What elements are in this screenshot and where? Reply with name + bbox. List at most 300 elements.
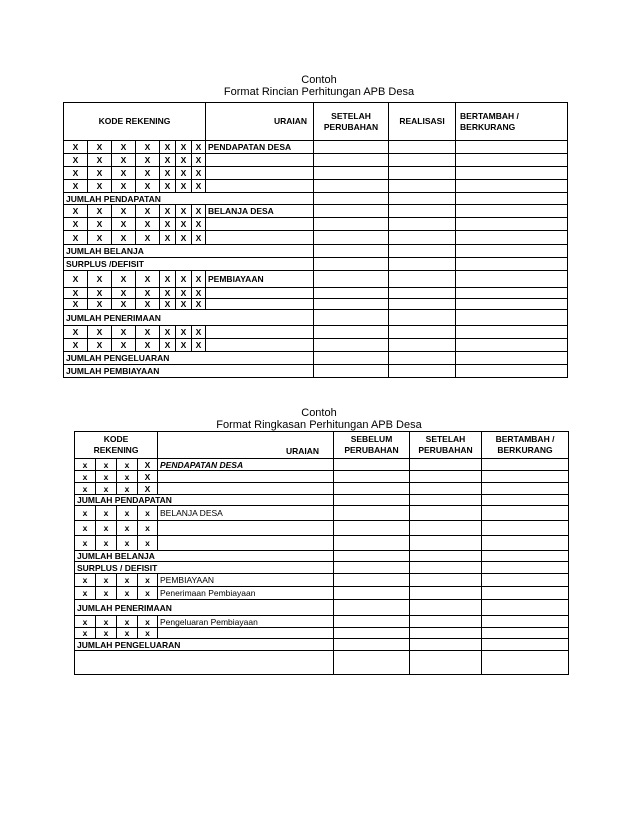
uraian-cell (75, 651, 334, 675)
table-row (64, 231, 568, 245)
value-cell (389, 365, 456, 378)
code-cell: x (96, 471, 117, 483)
code-cell: X (136, 180, 160, 193)
uraian-belanja-desa: BELANJA DESA (206, 205, 314, 218)
table-row (75, 506, 569, 521)
value-cell (334, 562, 410, 574)
value-cell (314, 245, 389, 258)
value-cell (456, 365, 568, 378)
code-cell: x (75, 616, 96, 628)
code-cell: x (75, 506, 96, 521)
code-cell: x (96, 506, 117, 521)
value-cell (482, 536, 569, 551)
jumlah-belanja-label: JUMLAH BELANJA (64, 245, 314, 258)
table-row (64, 352, 568, 365)
jumlah-penerimaan-label: JUMLAH PENERIMAAN (64, 310, 314, 326)
code-cell: X (192, 141, 206, 154)
value-cell (389, 167, 456, 180)
value-cell (334, 628, 410, 639)
value-cell (456, 193, 568, 205)
code-cell: x (117, 574, 138, 587)
uraian-cell (206, 299, 314, 310)
table-row (64, 288, 568, 299)
value-cell (410, 616, 482, 628)
code-cell: x (96, 536, 117, 551)
code-cell: X (64, 218, 88, 231)
value-cell (482, 459, 569, 471)
code-cell: X (176, 154, 192, 167)
code-cell: X (160, 231, 176, 245)
header-sebelum-line1: SEBELUM (350, 434, 393, 444)
code-cell: X (138, 471, 158, 483)
value-cell (334, 521, 410, 536)
value-cell (410, 483, 482, 495)
code-cell: X (160, 154, 176, 167)
code-cell: x (96, 587, 117, 600)
value-cell (314, 231, 389, 245)
value-cell (334, 459, 410, 471)
value-cell (314, 258, 389, 271)
value-cell (410, 562, 482, 574)
ringkasan-table (74, 431, 569, 675)
uraian-cell (158, 471, 334, 483)
code-cell: X (160, 299, 176, 310)
value-cell (314, 310, 389, 326)
uraian-pengeluaran-pembiayaan: Pengeluaran Pembiayaan (158, 616, 334, 628)
code-cell: X (136, 205, 160, 218)
value-cell (334, 639, 410, 651)
code-cell: X (136, 288, 160, 299)
code-cell: X (88, 339, 112, 352)
uraian-cell (206, 288, 314, 299)
value-cell (482, 521, 569, 536)
value-cell (482, 471, 569, 483)
value-cell (314, 193, 389, 205)
table-row (64, 365, 568, 378)
table-row (75, 471, 569, 483)
value-cell (389, 271, 456, 288)
code-cell: x (75, 574, 96, 587)
code-cell: X (88, 154, 112, 167)
code-cell: x (75, 536, 96, 551)
table-header-row (64, 103, 568, 141)
jumlah-belanja-label: JUMLAH BELANJA (75, 551, 334, 562)
code-cell: X (176, 299, 192, 310)
code-cell: X (192, 154, 206, 167)
table-row (64, 326, 568, 339)
code-cell: X (88, 299, 112, 310)
value-cell (482, 562, 569, 574)
doc1-caption-line2: Format Rincian Perhitungan APB Desa (223, 86, 415, 98)
value-cell (410, 628, 482, 639)
value-cell (314, 339, 389, 352)
code-cell: X (192, 299, 206, 310)
code-cell: X (160, 167, 176, 180)
value-cell (482, 506, 569, 521)
header-bertambah-berkurang (482, 432, 569, 459)
code-cell: X (136, 299, 160, 310)
table-row (75, 521, 569, 536)
code-cell: x (138, 628, 158, 639)
code-cell: X (112, 271, 136, 288)
value-cell (410, 495, 482, 506)
uraian-cell (158, 521, 334, 536)
code-cell: x (138, 574, 158, 587)
code-cell: x (96, 521, 117, 536)
value-cell (314, 180, 389, 193)
code-cell: x (75, 628, 96, 639)
code-cell: x (117, 616, 138, 628)
header-setelah-line1: SETELAH (425, 434, 466, 444)
value-cell (456, 167, 568, 180)
value-cell (334, 495, 410, 506)
value-cell (482, 639, 569, 651)
code-cell: X (160, 218, 176, 231)
code-cell: X (160, 180, 176, 193)
code-cell: X (176, 231, 192, 245)
value-cell (456, 258, 568, 271)
table-row (64, 245, 568, 258)
table-row (64, 167, 568, 180)
code-cell: X (64, 326, 88, 339)
code-cell: x (138, 616, 158, 628)
code-cell: X (136, 339, 160, 352)
code-cell: X (112, 231, 136, 245)
value-cell (389, 193, 456, 205)
uraian-cell (206, 167, 314, 180)
table-header-row (75, 432, 569, 459)
table-row (75, 459, 569, 471)
value-cell (456, 180, 568, 193)
value-cell (482, 574, 569, 587)
value-cell (334, 587, 410, 600)
jumlah-pendapatan-label: JUMLAH PENDAPATAN (75, 495, 334, 506)
jumlah-pengeluaran-label: JUMLAH PENGELUARAN (64, 352, 314, 365)
code-cell: X (176, 205, 192, 218)
value-cell (482, 651, 569, 675)
table-row (75, 495, 569, 506)
code-cell: x (117, 521, 138, 536)
code-cell: X (64, 141, 88, 154)
code-cell: X (64, 154, 88, 167)
code-cell: x (75, 471, 96, 483)
value-cell (456, 141, 568, 154)
code-cell: X (176, 141, 192, 154)
value-cell (389, 288, 456, 299)
code-cell: X (64, 231, 88, 245)
header-kode-line1: KODE (103, 434, 129, 444)
value-cell (410, 459, 482, 471)
table-row (64, 258, 568, 271)
header-sebelum-perubahan (334, 432, 410, 459)
value-cell (314, 154, 389, 167)
table-row (64, 141, 568, 154)
header-uraian: URAIAN (206, 103, 314, 141)
surplus-defisit-label: SURPLUS /DEFISIT (64, 258, 314, 271)
table-row (64, 180, 568, 193)
code-cell: X (192, 205, 206, 218)
uraian-pembiayaan: PEMBIAYAAN (158, 574, 334, 587)
code-cell: X (176, 218, 192, 231)
value-cell (456, 310, 568, 326)
value-cell (334, 574, 410, 587)
code-cell: X (64, 205, 88, 218)
code-cell: X (136, 231, 160, 245)
code-cell: x (96, 459, 117, 471)
code-cell: X (192, 326, 206, 339)
value-cell (334, 551, 410, 562)
header-setelah-line2: PERUBAHAN (418, 445, 473, 455)
code-cell: X (136, 154, 160, 167)
uraian-pendapatan-desa: PENDAPATAN DESA (158, 459, 334, 471)
code-cell: X (176, 180, 192, 193)
code-cell: X (136, 326, 160, 339)
code-cell: X (88, 326, 112, 339)
value-cell (456, 154, 568, 167)
code-cell: x (117, 536, 138, 551)
value-cell (410, 536, 482, 551)
uraian-belanja-desa: BELANJA DESA (158, 506, 334, 521)
table-row (64, 299, 568, 310)
table-row (75, 651, 569, 675)
value-cell (314, 271, 389, 288)
jumlah-penerimaan-label: JUMLAH PENERIMAAN (75, 600, 334, 616)
uraian-cell (206, 326, 314, 339)
code-cell: X (138, 459, 158, 471)
value-cell (482, 495, 569, 506)
value-cell (334, 483, 410, 495)
doc2-caption-line1: Contoh (301, 407, 337, 419)
header-setelah-perubahan (410, 432, 482, 459)
code-cell: X (112, 218, 136, 231)
code-cell: x (117, 506, 138, 521)
uraian-cell (158, 536, 334, 551)
code-cell: X (112, 167, 136, 180)
value-cell (456, 205, 568, 218)
jumlah-pengeluaran-label: JUMLAH PENGELUARAN (75, 639, 334, 651)
code-cell: X (112, 326, 136, 339)
table-row (75, 536, 569, 551)
value-cell (456, 326, 568, 339)
code-cell: x (117, 628, 138, 639)
value-cell (334, 506, 410, 521)
header-kode-rekening (75, 432, 158, 459)
code-cell: X (176, 271, 192, 288)
code-cell: x (138, 587, 158, 600)
code-cell: X (192, 339, 206, 352)
doc2-caption-line2: Format Ringkasan Perhitungan APB Desa (216, 419, 422, 431)
code-cell: x (117, 587, 138, 600)
jumlah-pendapatan-label: JUMLAH PENDAPATAN (64, 193, 314, 205)
value-cell (389, 154, 456, 167)
code-cell: X (64, 180, 88, 193)
table-row (75, 551, 569, 562)
code-cell: x (96, 628, 117, 639)
code-cell: X (136, 218, 160, 231)
jumlah-pembiayaan-label: JUMLAH PEMBIAYAAN (64, 365, 314, 378)
code-cell: X (64, 167, 88, 180)
value-cell (389, 339, 456, 352)
table-row (64, 271, 568, 288)
code-cell: X (112, 339, 136, 352)
header-kode-line2: REKENING (93, 445, 139, 455)
value-cell (482, 628, 569, 639)
code-cell: X (136, 271, 160, 288)
value-cell (456, 299, 568, 310)
code-cell: X (192, 231, 206, 245)
code-cell: X (160, 205, 176, 218)
uraian-pembiayaan: PEMBIAYAAN (206, 271, 314, 288)
value-cell (410, 639, 482, 651)
header-setelah-perubahan: SETELAH PERUBAHAN (314, 103, 389, 141)
code-cell: X (88, 218, 112, 231)
value-cell (456, 339, 568, 352)
value-cell (314, 326, 389, 339)
value-cell (410, 471, 482, 483)
code-cell: X (192, 167, 206, 180)
value-cell (389, 326, 456, 339)
code-cell: X (64, 339, 88, 352)
code-cell: x (117, 483, 138, 495)
value-cell (410, 521, 482, 536)
value-cell (456, 218, 568, 231)
value-cell (389, 205, 456, 218)
value-cell (410, 506, 482, 521)
header-realisasi: REALISASI (389, 103, 456, 141)
doc1-caption-line1: Contoh (301, 74, 337, 86)
code-cell: X (112, 288, 136, 299)
code-cell: X (160, 339, 176, 352)
value-cell (456, 245, 568, 258)
code-cell: X (160, 288, 176, 299)
code-cell: X (192, 218, 206, 231)
table-row (75, 628, 569, 639)
code-cell: x (75, 521, 96, 536)
code-cell: X (112, 299, 136, 310)
value-cell (389, 352, 456, 365)
code-cell: x (75, 483, 96, 495)
value-cell (456, 271, 568, 288)
code-cell: X (176, 339, 192, 352)
value-cell (410, 651, 482, 675)
table-row (64, 339, 568, 352)
table-row (75, 616, 569, 628)
uraian-cell (158, 483, 334, 495)
value-cell (482, 600, 569, 616)
surplus-defisit-label: SURPLUS / DEFISIT (75, 562, 334, 574)
code-cell: x (96, 616, 117, 628)
code-cell: x (75, 459, 96, 471)
table-row (75, 562, 569, 574)
code-cell: X (88, 141, 112, 154)
table-row (64, 205, 568, 218)
value-cell (389, 258, 456, 271)
table-row (75, 639, 569, 651)
code-cell: X (112, 205, 136, 218)
table-row (64, 218, 568, 231)
code-cell: x (117, 459, 138, 471)
code-cell: x (96, 574, 117, 587)
value-cell (410, 574, 482, 587)
table-row (64, 154, 568, 167)
code-cell: x (138, 536, 158, 551)
header-bertambah-line2: BERKURANG (497, 445, 553, 455)
value-cell (314, 205, 389, 218)
code-cell: x (96, 483, 117, 495)
code-cell: X (176, 167, 192, 180)
code-cell: X (88, 271, 112, 288)
code-cell: X (88, 288, 112, 299)
value-cell (456, 352, 568, 365)
code-cell: X (88, 180, 112, 193)
table-row (75, 587, 569, 600)
uraian-pendapatan-desa: PENDAPATAN DESA (206, 141, 314, 154)
table-row (64, 193, 568, 205)
header-bertambah-line1: BERTAMBAH / (495, 434, 555, 444)
value-cell (389, 218, 456, 231)
value-cell (334, 651, 410, 675)
uraian-cell (206, 231, 314, 245)
code-cell: X (136, 167, 160, 180)
header-bertambah-berkurang: BERTAMBAH / BERKURANG (456, 103, 568, 141)
code-cell: x (138, 506, 158, 521)
code-cell: X (136, 141, 160, 154)
header-sebelum-line2: PERUBAHAN (344, 445, 399, 455)
code-cell: X (160, 326, 176, 339)
uraian-cell (206, 339, 314, 352)
code-cell: X (88, 167, 112, 180)
value-cell (482, 616, 569, 628)
table-row (75, 600, 569, 616)
value-cell (334, 600, 410, 616)
code-cell: X (88, 205, 112, 218)
value-cell (314, 299, 389, 310)
table-row (75, 574, 569, 587)
value-cell (482, 587, 569, 600)
code-cell: X (64, 288, 88, 299)
code-cell: x (117, 471, 138, 483)
value-cell (456, 231, 568, 245)
code-cell: X (64, 271, 88, 288)
code-cell: X (88, 231, 112, 245)
code-cell: X (112, 141, 136, 154)
header-kode-rekening: KODE REKENING (64, 103, 206, 141)
value-cell (334, 471, 410, 483)
value-cell (389, 299, 456, 310)
code-cell: X (176, 326, 192, 339)
value-cell (410, 587, 482, 600)
code-cell: x (138, 521, 158, 536)
value-cell (456, 288, 568, 299)
rincian-table (63, 102, 568, 378)
code-cell: X (64, 299, 88, 310)
value-cell (314, 352, 389, 365)
value-cell (410, 600, 482, 616)
code-cell: X (192, 180, 206, 193)
table-row (64, 310, 568, 326)
code-cell: x (75, 587, 96, 600)
value-cell (389, 231, 456, 245)
value-cell (314, 365, 389, 378)
code-cell: X (160, 141, 176, 154)
value-cell (410, 551, 482, 562)
code-cell: X (160, 271, 176, 288)
value-cell (314, 141, 389, 154)
value-cell (482, 483, 569, 495)
value-cell (314, 167, 389, 180)
value-cell (334, 536, 410, 551)
value-cell (314, 288, 389, 299)
